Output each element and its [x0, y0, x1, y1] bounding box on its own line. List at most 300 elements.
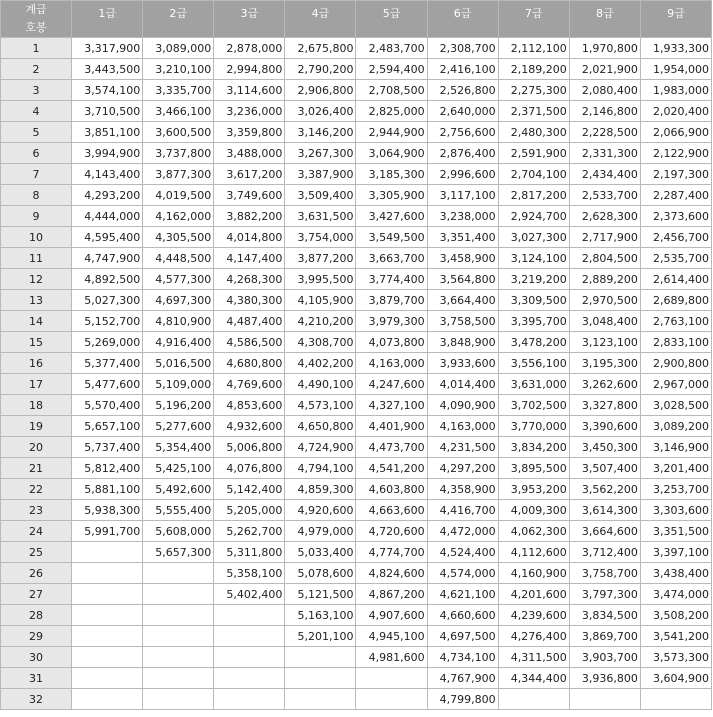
- salary-cell: 3,710,500: [72, 101, 143, 122]
- salary-cell: 3,600,500: [143, 122, 214, 143]
- salary-cell: 5,109,000: [143, 374, 214, 395]
- salary-cell: 3,335,700: [143, 80, 214, 101]
- salary-cell: [72, 668, 143, 689]
- table-row: [1, 500, 712, 521]
- table-row: [1, 563, 712, 584]
- salary-cell: 3,450,300: [569, 437, 640, 458]
- salary-cell: 2,804,500: [569, 248, 640, 269]
- salary-cell: 5,737,400: [72, 437, 143, 458]
- step-cell: 17: [1, 374, 72, 395]
- salary-cell: 3,604,900: [640, 668, 711, 689]
- salary-cell: 4,810,900: [143, 311, 214, 332]
- step-cell: 12: [1, 269, 72, 290]
- salary-cell: 2,308,700: [427, 38, 498, 59]
- salary-cell: [498, 689, 569, 710]
- salary-cell: 4,586,500: [214, 332, 285, 353]
- step-cell: 6: [1, 143, 72, 164]
- salary-cell: [143, 626, 214, 647]
- salary-cell: 3,185,300: [356, 164, 427, 185]
- salary-cell: 3,556,100: [498, 353, 569, 374]
- salary-cell: 2,994,800: [214, 59, 285, 80]
- salary-cell: 3,146,900: [640, 437, 711, 458]
- salary-cell: 3,882,200: [214, 206, 285, 227]
- salary-cell: 5,152,700: [72, 311, 143, 332]
- salary-cell: 4,090,900: [427, 395, 498, 416]
- salary-cell: 4,853,600: [214, 395, 285, 416]
- step-cell: 22: [1, 479, 72, 500]
- salary-cell: 3,562,200: [569, 479, 640, 500]
- salary-cell: 4,724,900: [285, 437, 356, 458]
- salary-cell: 3,564,800: [427, 269, 498, 290]
- salary-cell: 4,014,400: [427, 374, 498, 395]
- salary-cell: 4,268,300: [214, 269, 285, 290]
- table-row: [1, 542, 712, 563]
- salary-cell: 3,474,000: [640, 584, 711, 605]
- salary-cell: [214, 605, 285, 626]
- salary-cell: 1,970,800: [569, 38, 640, 59]
- table-row: [1, 227, 712, 248]
- salary-cell: 3,702,500: [498, 395, 569, 416]
- header-row: [1, 1, 712, 38]
- salary-cell: 3,048,400: [569, 311, 640, 332]
- salary-cell: 3,933,600: [427, 353, 498, 374]
- salary-cell: 4,907,600: [356, 605, 427, 626]
- salary-cell: 3,834,500: [569, 605, 640, 626]
- salary-cell: 4,073,800: [356, 332, 427, 353]
- salary-cell: [285, 689, 356, 710]
- salary-cell: 4,143,400: [72, 164, 143, 185]
- salary-cell: [72, 605, 143, 626]
- salary-cell: [72, 647, 143, 668]
- salary-cell: 3,994,900: [72, 143, 143, 164]
- salary-cell: 3,387,900: [285, 164, 356, 185]
- step-cell: 13: [1, 290, 72, 311]
- salary-cell: 3,351,400: [427, 227, 498, 248]
- salary-cell: 4,344,400: [498, 668, 569, 689]
- salary-cell: 4,650,800: [285, 416, 356, 437]
- salary-cell: 4,663,600: [356, 500, 427, 521]
- salary-cell: 1,933,300: [640, 38, 711, 59]
- salary-cell: 4,293,200: [72, 185, 143, 206]
- salary-cell: 2,944,900: [356, 122, 427, 143]
- table-row: [1, 164, 712, 185]
- salary-cell: [214, 689, 285, 710]
- salary-cell: 2,876,400: [427, 143, 498, 164]
- salary-cell: [143, 605, 214, 626]
- salary-cell: 3,309,500: [498, 290, 569, 311]
- step-cell: 3: [1, 80, 72, 101]
- step-cell: 28: [1, 605, 72, 626]
- salary-cell: 3,848,900: [427, 332, 498, 353]
- salary-cell: 4,979,000: [285, 521, 356, 542]
- salary-cell: [640, 689, 711, 710]
- salary-cell: 4,472,000: [427, 521, 498, 542]
- salary-cell: 3,851,100: [72, 122, 143, 143]
- salary-cell: 3,508,200: [640, 605, 711, 626]
- salary-cell: 2,704,100: [498, 164, 569, 185]
- table-row: [1, 332, 712, 353]
- salary-cell: 1,954,000: [640, 59, 711, 80]
- salary-cell: 3,146,200: [285, 122, 356, 143]
- salary-cell: 3,124,100: [498, 248, 569, 269]
- salary-cell: 3,879,700: [356, 290, 427, 311]
- salary-cell: 2,878,000: [214, 38, 285, 59]
- salary-cell: 3,114,600: [214, 80, 285, 101]
- salary-cell: 4,524,400: [427, 542, 498, 563]
- salary-cell: 4,105,900: [285, 290, 356, 311]
- corner-label-grade: 계급: [25, 3, 47, 16]
- salary-cell: 3,219,200: [498, 269, 569, 290]
- salary-cell: 5,269,000: [72, 332, 143, 353]
- salary-cell: 2,197,300: [640, 164, 711, 185]
- salary-cell: 2,717,900: [569, 227, 640, 248]
- salary-cell: 4,112,600: [498, 542, 569, 563]
- salary-cell: 3,770,000: [498, 416, 569, 437]
- salary-cell: 4,247,600: [356, 374, 427, 395]
- salary-cell: 5,881,100: [72, 479, 143, 500]
- salary-cell: 2,456,700: [640, 227, 711, 248]
- salary-cell: 2,526,800: [427, 80, 498, 101]
- salary-cell: 4,009,300: [498, 500, 569, 521]
- salary-cell: 4,210,200: [285, 311, 356, 332]
- salary-cell: 3,327,800: [569, 395, 640, 416]
- salary-cell: 4,201,600: [498, 584, 569, 605]
- salary-cell: 4,297,200: [427, 458, 498, 479]
- salary-cell: 3,541,200: [640, 626, 711, 647]
- salary-cell: [285, 668, 356, 689]
- salary-cell: 5,033,400: [285, 542, 356, 563]
- salary-cell: 3,834,200: [498, 437, 569, 458]
- salary-cell: 3,895,500: [498, 458, 569, 479]
- salary-cell: 2,906,800: [285, 80, 356, 101]
- salary-cell: 2,021,900: [569, 59, 640, 80]
- salary-cell: 3,395,700: [498, 311, 569, 332]
- salary-cell: [143, 668, 214, 689]
- salary-cell: 2,924,700: [498, 206, 569, 227]
- table-row: [1, 458, 712, 479]
- salary-cell: [214, 647, 285, 668]
- salary-cell: 4,660,600: [427, 605, 498, 626]
- salary-cell: 3,549,500: [356, 227, 427, 248]
- salary-cell: 3,438,400: [640, 563, 711, 584]
- salary-cell: 3,664,600: [569, 521, 640, 542]
- salary-cell: 3,458,900: [427, 248, 498, 269]
- salary-cell: 3,774,400: [356, 269, 427, 290]
- salary-cell: 3,617,200: [214, 164, 285, 185]
- table-row: [1, 59, 712, 80]
- salary-cell: 3,064,900: [356, 143, 427, 164]
- salary-cell: 3,397,100: [640, 542, 711, 563]
- salary-cell: 4,062,300: [498, 521, 569, 542]
- salary-cell: [143, 689, 214, 710]
- salary-cell: 4,308,700: [285, 332, 356, 353]
- salary-cell: 4,932,600: [214, 416, 285, 437]
- salary-cell: 5,163,100: [285, 605, 356, 626]
- salary-cell: 4,824,600: [356, 563, 427, 584]
- step-cell: 31: [1, 668, 72, 689]
- table-row: [1, 269, 712, 290]
- salary-cell: 2,371,500: [498, 101, 569, 122]
- salary-cell: 2,640,000: [427, 101, 498, 122]
- step-cell: 24: [1, 521, 72, 542]
- salary-cell: 4,767,900: [427, 668, 498, 689]
- step-cell: 5: [1, 122, 72, 143]
- salary-cell: 4,473,700: [356, 437, 427, 458]
- grade-header-2: 2급: [143, 1, 214, 38]
- salary-cell: 5,027,300: [72, 290, 143, 311]
- salary-cell: 2,689,800: [640, 290, 711, 311]
- salary-cell: 4,859,300: [285, 479, 356, 500]
- salary-cell: 2,756,600: [427, 122, 498, 143]
- table-row: [1, 206, 712, 227]
- table-row: [1, 353, 712, 374]
- salary-cell: 3,749,600: [214, 185, 285, 206]
- salary-cell: 4,163,000: [356, 353, 427, 374]
- salary-cell: 3,195,300: [569, 353, 640, 374]
- salary-cell: 3,303,600: [640, 500, 711, 521]
- salary-cell: 5,078,600: [285, 563, 356, 584]
- salary-cell: 3,979,300: [356, 311, 427, 332]
- step-cell: 8: [1, 185, 72, 206]
- salary-cell: 2,614,400: [640, 269, 711, 290]
- table-row: [1, 80, 712, 101]
- salary-cell: 2,483,700: [356, 38, 427, 59]
- salary-cell: 3,089,000: [143, 38, 214, 59]
- salary-cell: 4,603,800: [356, 479, 427, 500]
- salary-cell: 2,594,400: [356, 59, 427, 80]
- salary-cell: 3,869,700: [569, 626, 640, 647]
- salary-cell: 5,812,400: [72, 458, 143, 479]
- salary-cell: 3,754,000: [285, 227, 356, 248]
- salary-cell: 4,162,000: [143, 206, 214, 227]
- salary-cell: 3,507,400: [569, 458, 640, 479]
- salary-cell: 4,448,500: [143, 248, 214, 269]
- table-row: [1, 311, 712, 332]
- salary-cell: 2,287,400: [640, 185, 711, 206]
- salary-cell: [143, 563, 214, 584]
- salary-cell: 2,228,500: [569, 122, 640, 143]
- table-row: [1, 38, 712, 59]
- salary-cell: 4,916,400: [143, 332, 214, 353]
- salary-cell: [356, 689, 427, 710]
- salary-cell: 5,570,400: [72, 395, 143, 416]
- salary-cell: 4,573,100: [285, 395, 356, 416]
- step-cell: 27: [1, 584, 72, 605]
- salary-cell: 3,953,200: [498, 479, 569, 500]
- salary-cell: 4,276,400: [498, 626, 569, 647]
- salary-cell: 4,014,800: [214, 227, 285, 248]
- step-cell: 9: [1, 206, 72, 227]
- salary-cell: 2,533,700: [569, 185, 640, 206]
- step-cell: 15: [1, 332, 72, 353]
- salary-cell: 4,305,500: [143, 227, 214, 248]
- table-row: [1, 416, 712, 437]
- salary-cell: 2,112,100: [498, 38, 569, 59]
- salary-cell: 5,201,100: [285, 626, 356, 647]
- salary-cell: 3,427,600: [356, 206, 427, 227]
- salary-cell: 3,117,100: [427, 185, 498, 206]
- salary-cell: 2,817,200: [498, 185, 569, 206]
- table-row: [1, 122, 712, 143]
- salary-cell: 5,991,700: [72, 521, 143, 542]
- salary-cell: 3,253,700: [640, 479, 711, 500]
- step-cell: 7: [1, 164, 72, 185]
- salary-cell: 4,799,800: [427, 689, 498, 710]
- salary-cell: 2,996,600: [427, 164, 498, 185]
- salary-cell: [72, 563, 143, 584]
- salary-cell: 2,480,300: [498, 122, 569, 143]
- table-row: [1, 605, 712, 626]
- salary-cell: 3,509,400: [285, 185, 356, 206]
- salary-cell: 2,591,900: [498, 143, 569, 164]
- salary-cell: 3,995,500: [285, 269, 356, 290]
- table-row: [1, 647, 712, 668]
- salary-cell: 4,541,200: [356, 458, 427, 479]
- salary-cell: 4,327,100: [356, 395, 427, 416]
- salary-cell: 4,697,300: [143, 290, 214, 311]
- salary-cell: 3,936,800: [569, 668, 640, 689]
- salary-cell: 5,311,800: [214, 542, 285, 563]
- salary-cell: 3,351,500: [640, 521, 711, 542]
- salary-cell: 3,089,200: [640, 416, 711, 437]
- salary-cell: 5,555,400: [143, 500, 214, 521]
- salary-cell: 5,358,100: [214, 563, 285, 584]
- salary-cell: 4,163,000: [427, 416, 498, 437]
- salary-cell: 4,019,500: [143, 185, 214, 206]
- salary-cell: 3,664,400: [427, 290, 498, 311]
- salary-cell: 3,737,800: [143, 143, 214, 164]
- step-cell: 18: [1, 395, 72, 416]
- salary-cell: [569, 689, 640, 710]
- salary-cell: 5,477,600: [72, 374, 143, 395]
- salary-cell: 4,794,100: [285, 458, 356, 479]
- salary-cell: 4,147,400: [214, 248, 285, 269]
- salary-cell: 2,790,200: [285, 59, 356, 80]
- salary-cell: 2,628,300: [569, 206, 640, 227]
- salary-cell: 2,889,200: [569, 269, 640, 290]
- table-header: [1, 1, 712, 38]
- salary-cell: 3,903,700: [569, 647, 640, 668]
- step-cell: 19: [1, 416, 72, 437]
- step-cell: 11: [1, 248, 72, 269]
- salary-cell: 5,205,000: [214, 500, 285, 521]
- salary-cell: 4,734,100: [427, 647, 498, 668]
- salary-cell: 2,146,800: [569, 101, 640, 122]
- salary-cell: 4,076,800: [214, 458, 285, 479]
- table-row: [1, 248, 712, 269]
- salary-cell: 2,416,100: [427, 59, 498, 80]
- salary-cell: 3,573,300: [640, 647, 711, 668]
- salary-cell: 2,373,600: [640, 206, 711, 227]
- salary-cell: 4,774,700: [356, 542, 427, 563]
- salary-cell: 3,631,000: [498, 374, 569, 395]
- salary-cell: 3,574,100: [72, 80, 143, 101]
- grade-header-7: 7급: [498, 1, 569, 38]
- salary-cell: [72, 584, 143, 605]
- salary-cell: 3,210,100: [143, 59, 214, 80]
- salary-cell: 5,016,500: [143, 353, 214, 374]
- grade-header-6: 6급: [427, 1, 498, 38]
- salary-cell: 2,825,000: [356, 101, 427, 122]
- salary-cell: 4,574,000: [427, 563, 498, 584]
- step-cell: 2: [1, 59, 72, 80]
- table-row: [1, 479, 712, 500]
- salary-cell: 4,487,400: [214, 311, 285, 332]
- salary-cell: 3,317,900: [72, 38, 143, 59]
- salary-cell: 4,892,500: [72, 269, 143, 290]
- step-cell: 4: [1, 101, 72, 122]
- salary-cell: 4,490,100: [285, 374, 356, 395]
- salary-cell: 5,142,400: [214, 479, 285, 500]
- step-cell: 1: [1, 38, 72, 59]
- salary-cell: 1,983,000: [640, 80, 711, 101]
- salary-cell: 4,867,200: [356, 584, 427, 605]
- salary-cell: 3,390,600: [569, 416, 640, 437]
- step-cell: 32: [1, 689, 72, 710]
- salary-cell: 5,121,500: [285, 584, 356, 605]
- salary-cell: 5,425,100: [143, 458, 214, 479]
- step-cell: 10: [1, 227, 72, 248]
- salary-cell: 4,920,600: [285, 500, 356, 521]
- step-cell: 30: [1, 647, 72, 668]
- salary-cell: 4,577,300: [143, 269, 214, 290]
- salary-cell: 2,080,400: [569, 80, 640, 101]
- salary-cell: 3,478,200: [498, 332, 569, 353]
- salary-cell: 2,535,700: [640, 248, 711, 269]
- salary-cell: 2,675,800: [285, 38, 356, 59]
- salary-cell: 3,712,400: [569, 542, 640, 563]
- salary-cell: 5,402,400: [214, 584, 285, 605]
- salary-cell: 3,758,700: [569, 563, 640, 584]
- salary-cell: 3,466,100: [143, 101, 214, 122]
- salary-cell: 4,160,900: [498, 563, 569, 584]
- grade-header-4: 4급: [285, 1, 356, 38]
- salary-cell: [214, 668, 285, 689]
- table-body: [1, 38, 712, 710]
- salary-cell: 3,488,000: [214, 143, 285, 164]
- salary-cell: 2,833,100: [640, 332, 711, 353]
- grade-header-5: 5급: [356, 1, 427, 38]
- salary-cell: 4,595,400: [72, 227, 143, 248]
- salary-cell: 4,444,000: [72, 206, 143, 227]
- salary-cell: 4,380,300: [214, 290, 285, 311]
- salary-cell: 3,797,300: [569, 584, 640, 605]
- salary-cell: 4,747,900: [72, 248, 143, 269]
- salary-cell: 5,492,600: [143, 479, 214, 500]
- salary-cell: 5,608,000: [143, 521, 214, 542]
- table-row: [1, 374, 712, 395]
- step-cell: 25: [1, 542, 72, 563]
- salary-cell: 4,769,600: [214, 374, 285, 395]
- salary-cell: [285, 647, 356, 668]
- salary-cell: 2,967,000: [640, 374, 711, 395]
- salary-cell: 3,631,500: [285, 206, 356, 227]
- salary-cell: 3,305,900: [356, 185, 427, 206]
- salary-cell: 2,331,300: [569, 143, 640, 164]
- salary-cell: 4,401,900: [356, 416, 427, 437]
- salary-cell: 3,663,700: [356, 248, 427, 269]
- salary-cell: 3,028,500: [640, 395, 711, 416]
- salary-cell: 3,443,500: [72, 59, 143, 80]
- salary-cell: 5,938,300: [72, 500, 143, 521]
- salary-cell: 4,231,500: [427, 437, 498, 458]
- salary-cell: 5,277,600: [143, 416, 214, 437]
- salary-cell: 2,763,100: [640, 311, 711, 332]
- salary-cell: 3,123,100: [569, 332, 640, 353]
- salary-cell: 4,311,500: [498, 647, 569, 668]
- table-row: [1, 185, 712, 206]
- salary-cell: 4,416,700: [427, 500, 498, 521]
